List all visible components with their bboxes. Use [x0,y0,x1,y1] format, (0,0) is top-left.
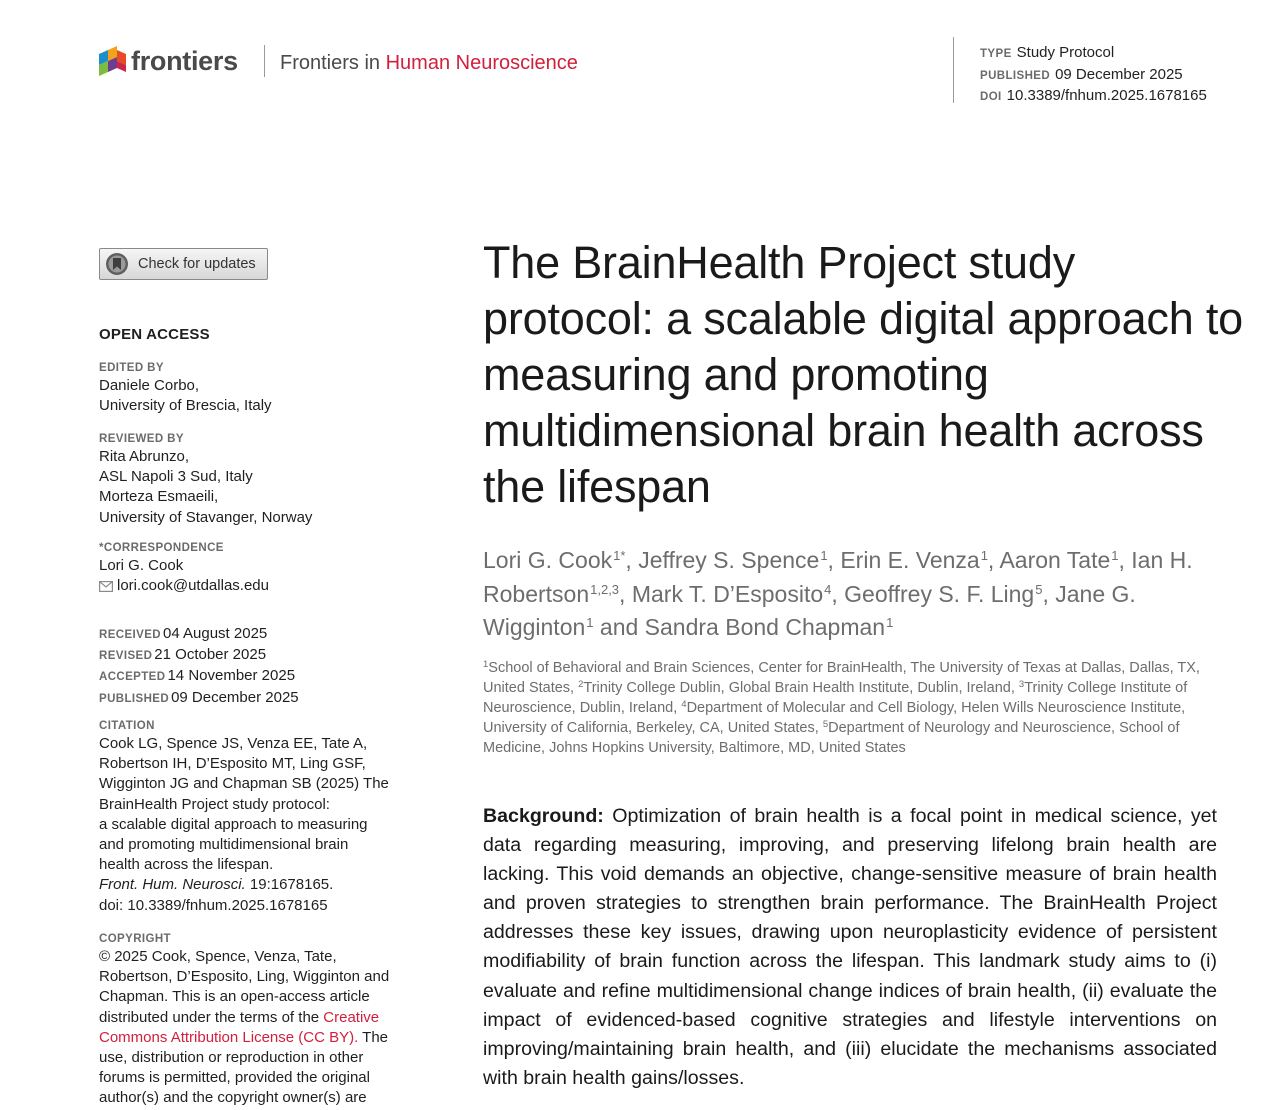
author-affiliation-mark: 1,2,3 [590,581,620,597]
abstract [483,802,1217,1093]
author[interactable] [844,581,1042,607]
published-value: 09 December 2025 [1055,65,1183,83]
correspondence-email-link[interactable]: lori.cook@utdallas.edu [117,577,269,595]
affiliation-text: Trinity College Dublin, Global Brain Health Institute, Dublin, Ireland, [583,680,1019,697]
published-date [99,688,419,709]
published-label: PUBLISHED [980,69,1051,82]
correspondence-name: Lori G. Cook [99,557,184,574]
copyright-line: Chapman. This is an open-access article [99,988,370,1006]
citation-line: Robertson IH, D’Esposito MT, Ling GSF, [99,755,366,773]
author-affiliation-mark: 5 [1035,581,1043,597]
reviewed-by-section [99,431,419,528]
correspondence-section [99,540,419,596]
type-value: Study Protocol [1016,44,1115,61]
citation-label: CITATION [99,720,155,732]
meta-doi [980,86,1207,108]
citation-journal-line [99,875,419,895]
correspondence-label: *CORRESPONDENCE [99,542,224,554]
affiliations [483,658,1223,758]
affiliation-text: School of Behavioral and Brain Sciences, Center for BrainHealth, The University of Texas at Dallas, Dallas, TX, United States, [483,660,1200,697]
article-meta [980,43,1207,108]
affiliation-text: Department of Molecular and Cell Biology, Helen Wills Neuroscience Institute, University of California, Berkeley, CA, United States, [483,700,1186,737]
affiliation-number: 1 [483,658,489,670]
correspondence-email-row [99,576,419,596]
citation-line: BrainHealth Project study protocol: [99,795,330,813]
dates-section [99,624,419,709]
author-name: Mark T. D’Esposito [631,580,824,607]
citation-line: a scalable digital approach to measuring [99,815,368,833]
editor-affiliation: University of Brescia, Italy [99,397,272,415]
check-for-updates-button[interactable] [99,248,268,280]
meta-divider [953,37,954,103]
citation-doi[interactable]: doi: 10.3389/fnhum.2025.1678165 [99,896,328,914]
copyright-license-line [99,1008,419,1028]
affiliation-number: 5 [822,719,829,731]
citation-line: health across the lifespan. [99,856,274,874]
author[interactable] [638,547,827,573]
license-link[interactable]: Creative [323,1008,380,1026]
license-link[interactable]: Commons Attribution License (CC BY). [99,1028,359,1046]
author-affiliation-mark: 4 [824,581,832,597]
header-divider [264,45,265,77]
author-affiliation-mark: 1 [820,548,828,564]
author-name: Sandra Bond Chapman [644,614,886,640]
affiliation-number: 3 [1018,678,1025,690]
revised-label: REVISED [99,650,153,663]
edited-by-label: EDITED BY [99,362,164,374]
author[interactable] [483,547,625,573]
author-name: Jane G. Wigginton [483,580,1136,640]
abstract-label: Background: [483,805,604,827]
meta-published [980,65,1207,87]
received-date [99,624,419,645]
published-date-value: 09 December 2025 [171,688,299,706]
author[interactable] [999,547,1118,573]
author-separator: , [1118,547,1132,573]
affiliation-text: Trinity College Institute of Neuroscience, Dublin, Ireland, [483,680,1188,717]
reviewer-affiliation: University of Stavanger, Norway [99,508,313,526]
author-separator: , [625,547,639,573]
author[interactable] [840,547,988,573]
author-separator: , [987,547,1000,573]
journal-title: Human Neuroscience [385,52,578,74]
copyright-section [99,931,419,1109]
journal-name[interactable] [280,52,578,75]
copyright-line: Robertson, D’Esposito, Ling, Wigginton and [99,968,390,986]
affiliation-text: Department of Neurology and Neuroscience, School of Medicine, Johns Hopkins University, Baltimore, MD, United States [483,720,1180,757]
revised-date [99,645,419,666]
author-affiliation-mark: 1 [1111,548,1119,564]
author-affiliation-mark: 1* [613,548,626,564]
copyright-line: author(s) and the copyright owner(s) are [99,1089,367,1107]
accepted-label: ACCEPTED [99,671,166,684]
author-affiliation-mark: 1 [586,615,594,631]
revised-value: 21 October 2025 [154,646,267,664]
reviewer-affiliation: ASL Napoli 3 Sud, Italy [99,468,253,486]
author-name: Ian H. Robertson [483,547,1193,607]
author-name: Aaron Tate [999,547,1111,573]
reviewed-by-label: REVIEWED BY [99,433,184,445]
received-value: 04 August 2025 [163,625,268,642]
accepted-date [99,666,419,687]
author[interactable] [632,581,832,607]
author-affiliation-mark: 1 [980,548,988,564]
bookmark-icon [105,252,129,276]
author-name: Geoffrey S. F. Ling [844,580,1035,607]
reviewer-name: Rita Abrunzo, [99,448,190,465]
author-separator: , [619,580,632,607]
author-separator: , [831,580,845,607]
copyright-pre-link: distributed under the terms of the [99,1008,320,1026]
article-title: The BrainHealth Project study protocol: a scalable digital approach to measuring and promoting multidimensional brain health across the lifespan [483,237,1243,512]
author-list [483,544,1243,645]
reviewer-name: Morteza Esmaeili, [99,488,219,506]
frontiers-logo[interactable] [99,44,238,78]
envelope-icon [99,581,113,592]
editor-name: Daniele Corbo, [99,377,200,394]
copyright-line: © 2025 Cook, Spence, Venza, Tate, [99,948,337,965]
copyright-line: forums is permitted, provided the original [99,1069,370,1087]
author-affiliation-mark: 1 [886,615,894,631]
journal-prefix: Frontiers in [280,52,381,74]
citation-line: and promoting multidimensional brain [99,836,349,854]
author-separator: and [593,614,645,640]
affiliation-number: 2 [578,678,584,690]
frontiers-logo-icon [99,44,127,78]
author-name: Jeffrey S. Spence [638,547,820,573]
citation-line: Cook LG, Spence JS, Venza EE, Tate A, [99,735,368,752]
check-for-updates-label: Check for updates [138,256,256,272]
accepted-value: 14 November 2025 [167,667,296,685]
meta-type [980,43,1207,65]
type-label: TYPE [980,48,1012,60]
doi-label: DOI [980,91,1002,103]
edited-by-section [99,360,419,416]
abstract-text: Optimization of brain health is a focal point in medical science, yet data regarding measuring, improving, and preserving lifelong brain health are lacking. This void demands an objective, change-sensitive measure of brain health and proven strategies to strengthen brain performance. The BrainHealth Project addresses these key issues, drawing upon neuroplasticity evidence of persistent modifiability of brain function across the lifespan. This landmark study aims to (i) evaluate and refine multidimensional change indices of brain health, (ii) evaluate the impact of evidenced-based cognitive strategies and lifestyle interventions on improving/maintaining brain health, and (iii) elucidate the mechanisms associated with brain health gains/losses. [483,805,1217,1089]
copyright-line: use, distribution or reproduction in other [99,1049,364,1067]
copyright-license-line [99,1028,419,1048]
publisher-name: frontiers [131,45,238,76]
author-name: Erin E. Venza [840,547,980,573]
copyright-post-link: The [362,1028,389,1046]
citation-volume: 19:1678165. [249,876,334,894]
citation-line: Wigginton JG and Chapman SB (2025) The [99,775,389,793]
published-date-label: PUBLISHED [99,692,170,705]
received-label: RECEIVED [99,629,161,641]
affiliation-number: 4 [681,698,687,710]
author-separator: , [1042,580,1056,607]
author-separator: , [827,547,841,573]
author[interactable] [645,614,894,640]
open-access-label: OPEN ACCESS [99,326,210,343]
citation-journal: Front. Hum. Neurosci. [99,876,246,894]
citation-section [99,718,419,916]
copyright-label: COPYRIGHT [99,933,171,945]
doi-link[interactable]: 10.3389/fnhum.2025.1678165 [1006,87,1207,104]
author-name: Lori G. Cook [483,547,613,573]
